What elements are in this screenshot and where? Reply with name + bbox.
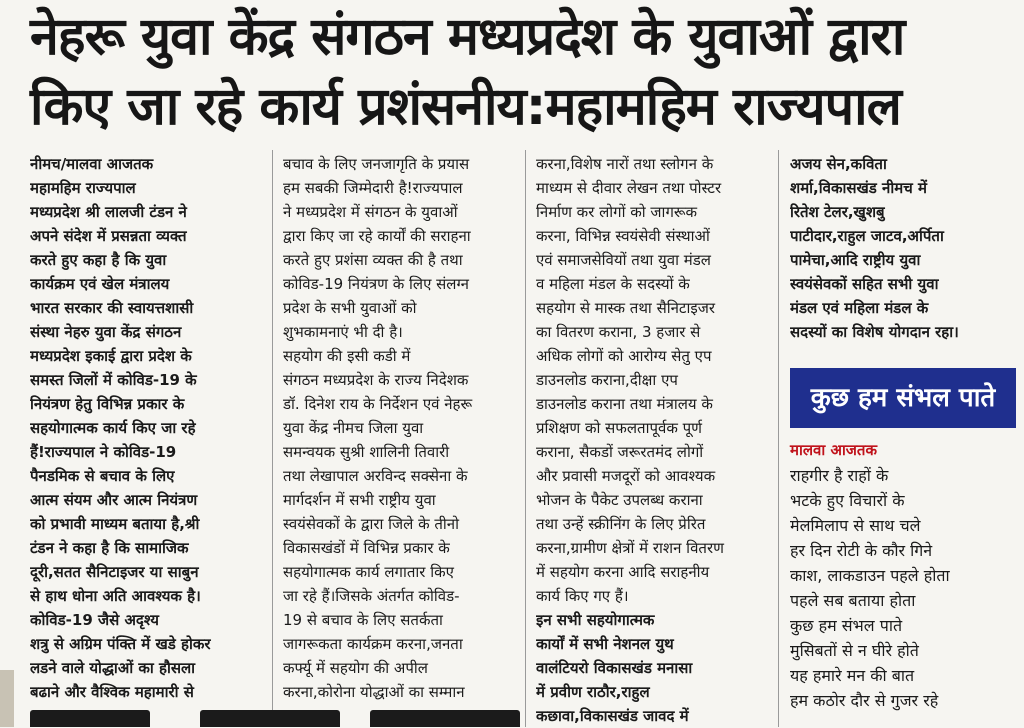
text-line: भारत सरकार की स्वायत्तशासी	[30, 299, 194, 317]
text-line: पाटीदार,राहुल जाटव,अर्पिता	[790, 227, 944, 245]
text-line: से हाथ धोना अति आवश्यक है।	[30, 587, 201, 605]
text-line: कार्यक्रम एवं खेल मंत्रालय	[30, 275, 170, 293]
text-line: लडने वाले योद्धाओं का हौसला	[30, 659, 196, 677]
text-line: 19 से बचाव के लिए सतर्कता	[283, 611, 443, 629]
text-line: माध्यम से दीवार लेखन तथा पोस्टर	[536, 179, 722, 197]
text-line-bold: इन सभी सहयोगात्मक	[536, 611, 655, 629]
text-line: आत्म संयम और आत्म नियंत्रण	[30, 491, 198, 509]
text-line: मध्यप्रदेश श्री लालजी टंडन ने	[30, 203, 187, 221]
text-line: शर्मा,विकासखंड नीमच में	[790, 179, 927, 197]
text-line: हम सबकी जिम्मेदारी है!राज्यपाल	[283, 179, 463, 197]
text-line: तथा लेखापाल अरविन्द सक्सेना के	[283, 467, 468, 485]
text-line: अधिक लोगों को आरोग्य सेतु एप	[536, 347, 712, 365]
poem-text	[790, 463, 1020, 713]
text-line: हैं!राज्यपाल ने कोविड-19	[30, 443, 177, 461]
text-line: मंडल एवं महिला मंडल के	[790, 299, 929, 317]
text-line: मध्यप्रदेश इकाई द्वारा प्रदेश के	[30, 347, 192, 365]
text-line: और प्रवासी मजदूरों को आवश्यक	[536, 467, 716, 485]
text-line: नीमच/मालवा आजतक	[30, 155, 154, 173]
text-line: मेलमिलाप से साथ चले	[790, 516, 921, 535]
text-line: राहगीर है राहों के	[790, 466, 889, 485]
text-line: मुसिबतों से न घीरे होते	[790, 641, 919, 660]
text-line: पहले सब बताया होता	[790, 591, 916, 610]
text-line: सहयोग की इसी कडी में	[283, 347, 411, 365]
text-line: द्वारा किए जा रहे कार्यों की सराहना	[283, 227, 471, 245]
text-line: काश, लाकडाउन पहले होता	[790, 566, 950, 585]
text-line: शत्रु से अग्रिम पंक्ति में खडे होकर	[30, 635, 211, 653]
text-line: प्रशिक्षण को सफलतापूर्वक पूर्ण	[536, 419, 702, 437]
text-line: रितेश टेलर,खुशबु	[790, 203, 885, 221]
text-line: व महिला मंडल के सदस्यों के	[536, 275, 690, 293]
article-column-4	[790, 152, 1020, 344]
text-line: डाउनलोड कराना,दीक्षा एप	[536, 371, 678, 389]
text-line: का वितरण कराना, 3 हजार से	[536, 323, 701, 341]
text-line: स्वयंसेवकों सहित सभी युवा	[790, 275, 939, 293]
text-line: ने मध्यप्रदेश में संगठन के युवाओं	[283, 203, 458, 221]
text-line: टंडन ने कहा है कि सामाजिक	[30, 539, 189, 557]
text-line: डॉ. दिनेश राय के निर्देशन एवं नेहरू	[283, 395, 473, 413]
text-line: बचाव के लिए जनजागृति के प्रयास	[283, 155, 470, 173]
headline-line-1: नेहरू युवा केंद्र संगठन मध्यप्रदेश के युवाओं द्वारा	[30, 7, 905, 67]
text-line: स्वयंसेवकों के द्वारा जिले के तीनो	[283, 515, 460, 533]
column-divider	[525, 150, 526, 727]
text-line: यह हमारे मन की बात	[790, 666, 915, 685]
text-line: नियंत्रण हेतु विभिन्न प्रकार के	[30, 395, 185, 413]
text-line: कर्फ्यू में सहयोग की अपील	[283, 659, 428, 677]
text-line: मार्गदर्शन में सभी राष्ट्रीय युवा	[283, 491, 436, 509]
text-line: सहयोगात्मक कार्य किए जा रहे	[30, 419, 196, 437]
text-line: समस्त जिलों में कोविड-19 के	[30, 371, 197, 389]
text-line: को प्रभावी माध्यम बताया है,श्री	[30, 515, 200, 533]
text-line: डाउनलोड कराना तथा मंत्रालय के	[536, 395, 713, 413]
text-line: करते हुए प्रशंसा व्यक्त की है तथा	[283, 251, 463, 269]
text-line: करते हुए कहा है कि युवा	[30, 251, 167, 269]
text-line: समन्वयक सुश्री शालिनी तिवारी	[283, 443, 450, 461]
article-column-2	[283, 152, 509, 704]
poem-byline: मालवा आजतक	[790, 441, 878, 459]
text-line: सहयोगात्मक कार्य लगातार किए	[283, 563, 454, 581]
text-line: सदस्यों का विशेष योगदान रहा।	[790, 323, 959, 341]
text-line: करना,ग्रामीण क्षेत्रों में राशन वितरण	[536, 539, 724, 557]
text-line: करना,विशेष नारों तथा स्लोगन के	[536, 155, 714, 173]
page-edge-strip	[0, 670, 14, 727]
text-line: करना,कोरोना योद्धाओं का सम्मान	[283, 683, 465, 701]
text-line: में सहयोग करना आदि सराहनीय	[536, 563, 710, 581]
text-line: तथा उन्हें स्क्रीनिंग के लिए प्रेरित	[536, 515, 706, 533]
text-line: अजय सेन,कविता	[790, 155, 887, 173]
text-line: युवा केंद्र नीमच जिला युवा	[283, 419, 424, 437]
text-line-bold: कछावा,विकासखंड जावद में	[536, 707, 689, 725]
text-line: शुभकामनाएं भी दी है।	[283, 323, 403, 341]
text-line: पैनडमिक से बचाव के लिए	[30, 467, 175, 485]
text-line: संगठन मध्यप्रदेश के राज्य निदेशक	[283, 371, 469, 389]
text-line: निर्माण कर लोगों को जागरूक	[536, 203, 698, 221]
text-line: भटके हुए विचारों के	[790, 491, 905, 510]
text-line: कुछ हम संभल पाते	[790, 616, 903, 635]
column-divider	[778, 150, 779, 727]
next-headline-fragment	[20, 700, 530, 727]
text-line: पामेचा,आदि राष्ट्रीय युवा	[790, 251, 921, 269]
text-line: दूरी,सतत सैनिटाइजर या साबुन	[30, 563, 199, 581]
text-line: महामहिम राज्यपाल	[30, 179, 136, 197]
text-line-bold: कार्यों में सभी नेशनल युथ	[536, 635, 674, 653]
text-line: हम कठोर दौर से गुजर रहे	[790, 691, 939, 710]
headline-line-2: किए जा रहे कार्य प्रशंसनीय:महामहिम राज्यपाल	[30, 77, 901, 137]
text-line: भोजन के पैकेट उपलब्ध कराना	[536, 491, 703, 509]
text-line: जागरूकता कार्यक्रम करना,जनता	[283, 635, 463, 653]
text-line: बढाने और वैश्विक महामारी से	[30, 683, 194, 701]
text-line: सहयोग से मास्क तथा सैनिटाइजर	[536, 299, 716, 317]
text-line: अपने संदेश में प्रसन्नता व्यक्त	[30, 227, 187, 245]
text-line: करना, विभिन्न स्वयंसेवी संस्थाओं	[536, 227, 710, 245]
text-line: एवं समाजसेवियों तथा युवा मंडल	[536, 251, 711, 269]
text-line: प्रदेश के सभी युवाओं को	[283, 299, 417, 317]
text-line: संस्था नेहरु युवा केंद्र संगठन	[30, 323, 182, 341]
article-column-1	[30, 152, 260, 704]
article-column-3	[536, 152, 764, 728]
poem-title-box: कुछ हम संभल पाते	[790, 368, 1016, 428]
text-line: कोविड-19 नियंत्रण के लिए संलग्न	[283, 275, 469, 293]
text-line-bold: वालंटियरो विकासखंड मनासा	[536, 659, 693, 677]
text-line-bold: में प्रवीण राठौर,राहुल	[536, 683, 650, 701]
text-line: हर दिन रोटी के कौर गिने	[790, 541, 933, 560]
text-line: जा रहे हैं।जिसके अंतर्गत कोविड-	[283, 587, 460, 605]
text-line: कराना, सैकडों जरूरतमंद लोगों	[536, 443, 704, 461]
text-line: कोविड-19 जैसे अदृश्य	[30, 611, 159, 629]
text-line: कार्य किए गए हैं।	[536, 587, 629, 605]
column-divider	[272, 150, 273, 727]
text-line: विकासखंडों में विभिन्न प्रकार के	[283, 539, 450, 557]
